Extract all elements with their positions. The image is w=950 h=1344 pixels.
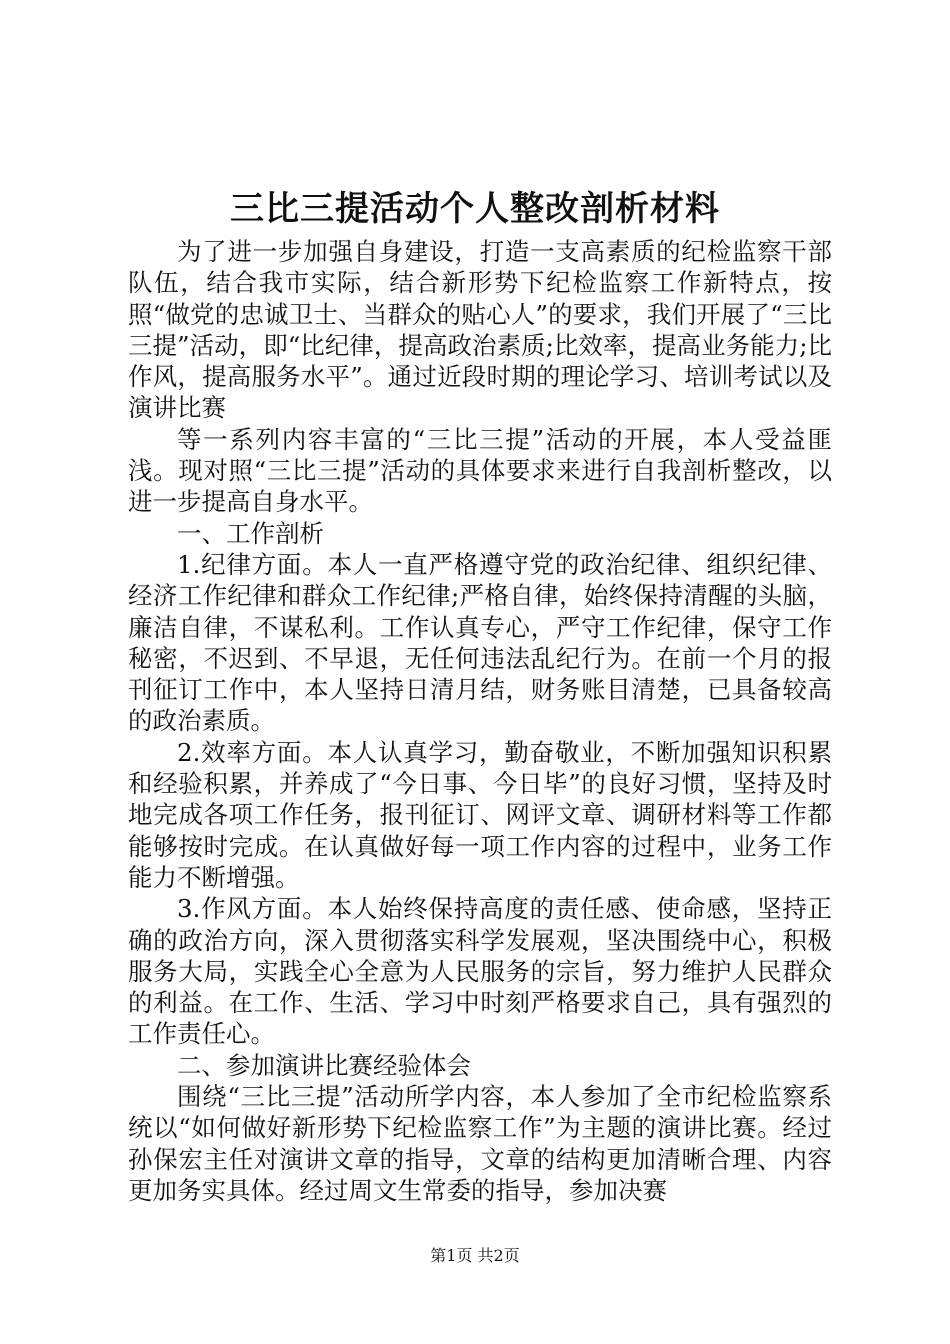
section-heading-speech-contest: 二、参加演讲比赛经验体会 [177, 1050, 471, 1080]
page-indicator: 第1页 共2页 [430, 1246, 520, 1265]
document-body [128, 236, 832, 1206]
document-title: 三比三提活动个人整改剖析材料 [230, 189, 720, 229]
section-heading-work-analysis: 一、工作剖析 [177, 518, 324, 548]
paragraph-intro-continued: 等一系列内容丰富的“三比三提”活动的开展，本人受益匪浅。现对照“三比三提”活动的具体要求来进行自我剖析整改，以进一步提高自身水平。 [128, 424, 832, 517]
paragraph-style: 3.作风方面。本人始终保持高度的责任感、使命感，坚持正确的政治方向，深入贯彻落实科学发展观，坚决围绕中心，积极服务大局，实践全心全意为人民服务的宗旨，努力维护人民群众的利益。在工作、生活、学习中时刻严格要求自己，具有强烈的工作责任心。 [128, 894, 832, 1049]
paragraph-intro: 为了进一步加强自身建设，打造一支高素质的纪检监察干部队伍，结合我市实际，结合新形势下纪检监察工作新特点，按照“做党的忠诚卫士、当群众的贴心人”的要求，我们开展了“三比三提”活动，即“比纪律，提高政治素质;比效率，提高业务能力;比作风，提高服务水平”。通过近段时期的理论学习、培训考试以及演讲比赛 [128, 237, 832, 423]
paragraph-efficiency: 2.效率方面。本人认真学习，勤奋敬业，不断加强知识积累和经验积累，并养成了“今日事、今日毕”的良好习惯，坚持及时地完成各项工作任务，报刊征订、网评文章、调研材料等工作都能够按时完成。在认真做好每一项工作内容的过程中，业务工作能力不断增强。 [128, 737, 832, 892]
paragraph-discipline: 1.纪律方面。本人一直严格遵守党的政治纪律、组织纪律、经济工作纪律和群众工作纪律;严格自律，始终保持清醒的头脑，廉洁自律，不谋私利。工作认真专心，严守工作纪律，保守工作秘密，不迟到、不早退，无任何违法乱纪行为。在前一个月的报刊征订工作中，本人坚持日清月结，财务账目清楚，已具备较高的政治素质。 [128, 549, 832, 736]
paragraph-speech-contest: 围绕“三比三提”活动所学内容，本人参加了全市纪检监察系统以“如何做好新形势下纪检监察工作”为主题的演讲比赛。经过孙保宏主任对演讲文章的指导，文章的结构更加清晰合理、内容更加务实具体。经过周文生常委的指导，参加决赛 [128, 1082, 832, 1205]
